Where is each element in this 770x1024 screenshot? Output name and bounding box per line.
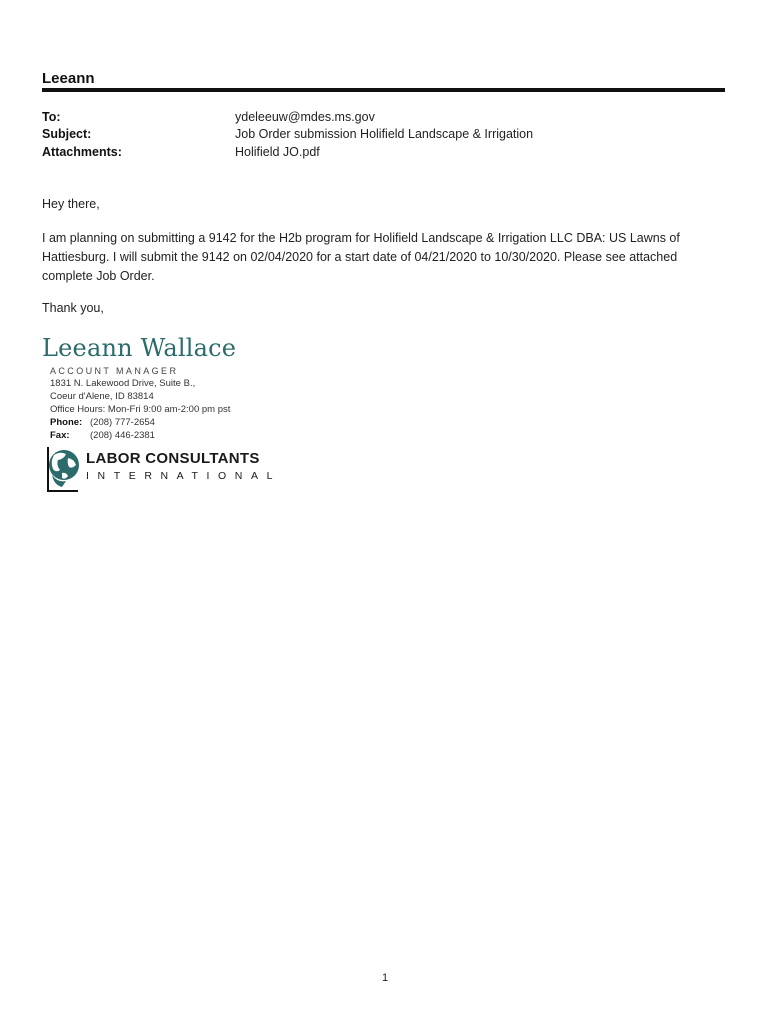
fax-label: Fax: xyxy=(50,430,70,441)
globe-icon xyxy=(44,445,82,493)
email-closing: Thank you, xyxy=(42,301,104,315)
signature-address-line2: Coeur d'Alene, ID 83814 xyxy=(50,391,154,402)
to-label: To: xyxy=(42,110,61,124)
logo-sub-text: INTERNATIONAL xyxy=(86,470,282,482)
email-body-paragraph: I am planning on submitting a 9142 for the H2b program for Holifield Landscape & Irrigation LLC DBA: US Lawns of Hattiesburg. I will submit the 9142 on 02/04/2020 for a start date of 04/21/2020 to 10/30/2020. Please see attached complete Job Order. xyxy=(42,231,680,283)
fax-value: (208) 446-2381 xyxy=(90,430,155,441)
subject-label: Subject: xyxy=(42,127,92,141)
email-greeting: Hey there, xyxy=(42,197,100,211)
company-logo xyxy=(44,445,282,495)
logo-main-text: LABOR CONSULTANTS xyxy=(86,450,260,467)
header-divider xyxy=(42,88,725,92)
page-number: 1 xyxy=(381,972,389,984)
signature-office-hours: Office Hours: Mon-Fri 9:00 am-2:00 pm pst xyxy=(50,404,231,415)
phone-value: (208) 777-2654 xyxy=(90,417,155,428)
attachments-label: Attachments: xyxy=(42,145,122,159)
to-value: ydeleeuw@mdes.ms.gov xyxy=(235,110,375,124)
signature-fax xyxy=(50,430,155,441)
subject-value: Job Order submission Holifield Landscape & Irrigation xyxy=(235,127,534,141)
attachment-filename[interactable]: Holifield JO.pdf xyxy=(235,145,320,159)
phone-label: Phone: xyxy=(50,417,83,428)
signature-phone xyxy=(50,417,155,428)
signature-address-line1: 1831 N. Lakewood Drive, Suite B., xyxy=(50,378,196,389)
sender-name: Leeann xyxy=(42,70,95,87)
signature-title: ACCOUNT MANAGER xyxy=(50,366,179,376)
signature-name: Leeann Wallace xyxy=(42,334,237,362)
